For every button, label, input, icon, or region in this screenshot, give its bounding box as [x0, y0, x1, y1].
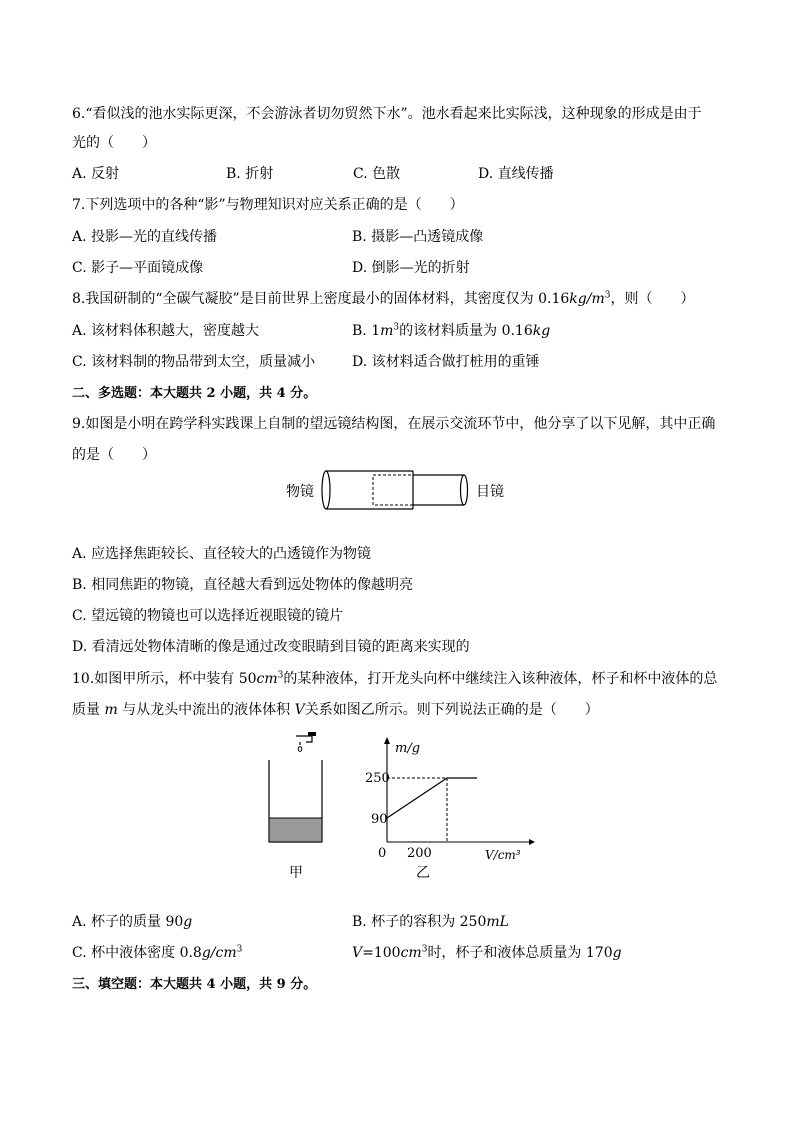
q10-option-d-text: 时，杯子和液体总质量为 170: [427, 945, 613, 961]
q7-option-d: D. 倒影—光的折射: [352, 260, 470, 276]
q6-option-b: B. 折射: [226, 166, 274, 182]
mass-volume-series: [387, 778, 477, 818]
section-3-heading: 三、填空题：本大题共 4 小题，共 9 分。: [72, 977, 317, 992]
q10-option-b: [352, 912, 509, 932]
q10-var-v: V: [294, 702, 305, 718]
q10-line1-text: 10.如图甲所示，杯中装有 50: [72, 671, 257, 687]
q10-stem-line1: [72, 669, 717, 689]
telescope-eyepiece-label: 目镜: [476, 484, 504, 500]
q10-option-d-unit: cm: [400, 945, 422, 961]
q7-option-c: C. 影子—平面镜成像: [72, 260, 204, 276]
q9-option-a: A. 应选择焦距较长、直径较大的凸透镜作为物镜: [72, 546, 372, 562]
q10-option-c: [72, 943, 242, 963]
q10-line2-end: 关系如图乙所示。则下列说法正确的是（ ）: [304, 702, 599, 718]
q10-stem-line2: [72, 700, 599, 720]
q10-line1-exp: 3: [277, 670, 284, 681]
cup-liquid: [269, 818, 322, 842]
q8-option-c: C. 该材料制的物品带到太空，质量减小: [72, 354, 316, 370]
q8-option-b-kg: kg: [532, 323, 551, 339]
origin-label: 0: [378, 846, 387, 861]
q8-stem-end: ，则（ ）: [610, 291, 695, 307]
y-axis-arrow: [384, 737, 390, 744]
q10-var-m: m: [104, 702, 118, 718]
q8-density-unit: kg/m: [569, 291, 605, 307]
x-axis-arrow: [529, 839, 535, 845]
q10-line2-text: 质量: [72, 702, 105, 718]
q10-option-d: [352, 943, 622, 963]
q6-stem-line1: 6.“看似浅的池水实际更深，不会游泳者切勿贸然下水”。池水看起来比实际浅，这种现象的形成是由于: [72, 106, 702, 122]
q9-option-c: C. 望远镜的物镜也可以选择近视眼镜的镜片: [72, 608, 344, 624]
q8-option-b-text: B. 1: [352, 323, 381, 339]
telescope-objective-label: 物镜: [286, 484, 314, 500]
q7-option-b: B. 摄影—凸透镜成像: [352, 229, 484, 245]
faucet-handle: [308, 732, 316, 736]
q8-option-b-unit: m: [380, 323, 394, 339]
q10-option-b-unit: mL: [486, 914, 509, 930]
q10-line2-mid: 与从龙头中流出的液体体积: [117, 702, 295, 718]
q10-option-a: [72, 912, 192, 932]
q10-line1-unit: cm: [256, 671, 278, 687]
figure-a-label: 甲: [289, 865, 303, 881]
y-tick-90: 90: [371, 812, 388, 827]
q6-option-d: D. 直线传播: [478, 166, 554, 182]
figure-b-label: 乙: [416, 865, 430, 881]
x-axis-label: V/cm³: [485, 848, 521, 862]
q10-option-b-text: B. 杯子的容积为 250: [352, 914, 487, 930]
q8-option-b-exp: 3: [393, 322, 400, 333]
cup-faucet-diagram: [258, 728, 338, 858]
y-axis-label: m/g: [395, 741, 421, 756]
q8-option-b: [352, 321, 550, 341]
mass-volume-chart: [355, 730, 535, 865]
q10-option-d-var: V: [352, 945, 363, 961]
q10-option-a-text: A. 杯子的质量 90: [72, 914, 184, 930]
q9-stem-line1: 9.如图是小明在跨学科实践课上自制的望远镜结构图，在展示交流环节中，他分享了以下见解，其中正确: [72, 416, 716, 432]
faucet-icon: [296, 736, 312, 742]
telescope-diagram: [318, 468, 474, 512]
q10-option-d-exp: 3: [421, 944, 428, 955]
inner-tube-hidden: [373, 475, 413, 505]
objective-lens: [322, 471, 330, 509]
q8-option-a: A. 该材料体积越大，密度越大: [72, 323, 260, 339]
q10-option-a-unit: g: [183, 914, 193, 930]
q10-option-c-text: C. 杯中液体密度 0.8: [72, 945, 202, 961]
q10-option-d-g: g: [612, 945, 622, 961]
q9-option-d: D. 看清远处物体清晰的像是通过改变眼睛到目镜的距离来实现的: [72, 639, 470, 655]
water-drop-icon: [298, 747, 302, 752]
q9-stem-line2: 的是（ ）: [72, 447, 156, 463]
q8-option-d: D. 该材料适合做打桩用的重锤: [352, 354, 540, 370]
q7-stem: 7.下列选项中的各种“影”与物理知识对应关系正确的是（ ）: [72, 197, 464, 213]
q10-line1-rest: 的某种液体，打开龙头向杯中继续注入该种液体，杯子和杯中液体的总: [283, 671, 718, 687]
q6-option-c: C. 色散: [353, 166, 401, 182]
section-2-heading: 二、多选题：本大题共 2 小题，共 4 分。: [72, 386, 317, 401]
q6-option-a: A. 反射: [72, 166, 120, 182]
q8-option-b-rest: 的该材料质量为 0.16: [399, 323, 533, 339]
q8-unit-exp: 3: [604, 290, 611, 301]
eyepiece-lens: [461, 475, 468, 505]
q7-option-a: A. 投影—光的直线传播: [72, 229, 218, 245]
q6-stem-line2: 光的（ ）: [72, 135, 156, 151]
y-tick-250: 250: [365, 771, 390, 786]
q8-stem: [72, 289, 694, 309]
x-tick-200: 200: [407, 846, 432, 861]
q10-option-c-unit: g/cm: [201, 945, 237, 961]
q10-option-d-eq: =100: [362, 945, 401, 961]
q8-stem-text: 8.我国研制的“全碳气凝胶”是目前世界上密度最小的固体材料，其密度仅为 0.16: [72, 291, 570, 307]
q9-option-b: B. 相同焦距的物镜，直径越大看到远处物体的像越明亮: [72, 577, 414, 593]
q10-option-c-exp: 3: [236, 944, 243, 955]
